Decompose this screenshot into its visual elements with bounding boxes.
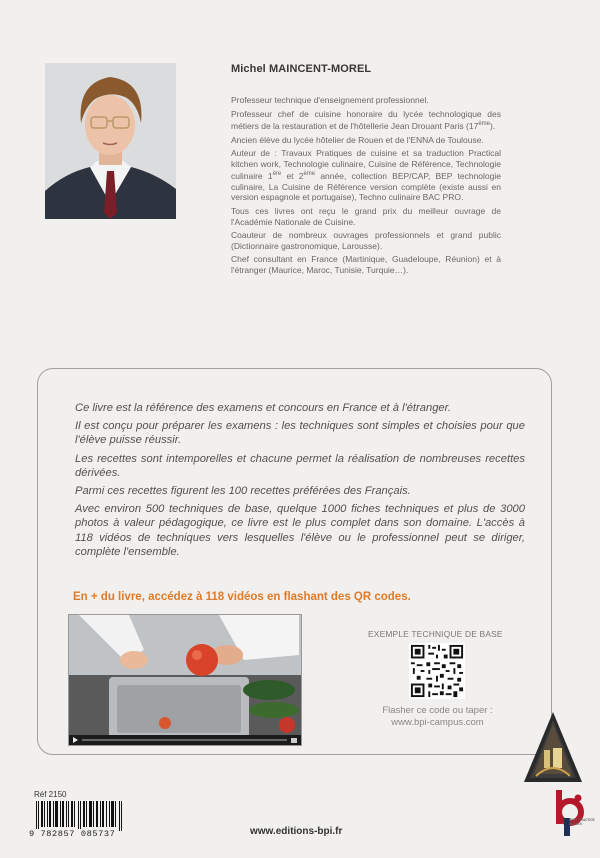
campus-url[interactable]: www.bpi-campus.com (391, 716, 484, 728)
bio-paragraph: Coauteur de nombreux ouvrages professionnels et grand public (Dictionnaire gastronomique, Larousse). (231, 230, 501, 251)
bio-paragraph: Professeur technique d'enseignement professionnel. (231, 95, 429, 105)
example-label: EXEMPLE TECHNIQUE DE BASE (368, 629, 503, 639)
video-controls (69, 735, 301, 745)
video-progress-track[interactable] (82, 739, 287, 741)
bio-paragraph: Professeur chef de cuisine honoraire du lycée technologique des métiers de la restauration et de l'hôtellerie Jean Drouant Paris (17ème). (231, 108, 501, 132)
book-description (75, 401, 525, 563)
video-frame-image (69, 615, 302, 746)
author-portrait (45, 63, 176, 219)
description-paragraph: Parmi ces recettes figurent les 100 recettes préférées des Français. (75, 485, 411, 498)
author-name: Michel MAINCENT-MOREL (231, 63, 372, 75)
bio-paragraph: Auteur de : Travaux Pratiques de cuisine et sa traduction Practical kitchen work, Technologie culinaire, Cuisine de Référence, Technologie culinaire 1ère et 2ème année, collection BEP/CAP, BEP technologie culinaire, La Cuisine de Référence version complète (existe aussi en version espagnole et portugaise), Techno culinaire BAC PRO. (231, 148, 501, 203)
reference-number: Réf 2150 (34, 790, 67, 799)
description-paragraph: Les recettes sont intemporelles et chacune permet la réalisation de nombreuses recettes dérivées. (75, 452, 525, 479)
bpi-logo-icon (548, 788, 592, 838)
video-promo-headline: En + du livre, accédez à 118 vidéos en flashant des QR codes. (73, 591, 411, 603)
bio-paragraph: Tous ces livres ont reçu le grand prix du meilleur ouvrage de l'Académie Nationale de Cuisine. (231, 206, 501, 227)
video-player[interactable] (68, 614, 302, 746)
bpi-tagline: BEST PRACTICE IMAGES (569, 818, 595, 826)
play-icon[interactable] (73, 737, 78, 743)
bio-paragraph: Ancien élève du lycée hôtelier de Rouen et de l'ENNA de Toulouse. (231, 134, 484, 145)
qr-code[interactable] (409, 643, 465, 699)
volume-icon[interactable] (291, 738, 297, 743)
author-bio (231, 95, 501, 279)
publisher-website[interactable]: www.editions-bpi.fr (250, 826, 343, 837)
bio-paragraph: Chef consultant en France (Martinique, Guadeloupe, Réunion) et à l'étranger (Maurice, Maroc, Tunisie, Turquie…). (231, 254, 501, 275)
description-paragraph: Ce livre est la référence des examens et concours en France et à l'étranger. (75, 402, 452, 414)
isbn-number: 9 782857 085737 (29, 829, 116, 839)
qr-instructions (370, 705, 505, 728)
jmr-logo-icon (522, 710, 584, 786)
description-paragraph: Avec environ 500 techniques de base, quelque 1000 fiches techniques et plus de 3000 photos à valeur pédagogique, ce livre est le plus complet dans son domaine. L'accès à 118 vidéos de techniques vers lesquelles l'élève ou le professionnel peut se diriger, complète l'ensemble. (75, 503, 525, 558)
description-paragraph: Il est conçu pour préparer les examens : les techniques sont simples et choisies pour que l'élève puisse réussir. (75, 420, 525, 447)
flash-instruction: Flasher ce code ou taper : (382, 705, 493, 716)
